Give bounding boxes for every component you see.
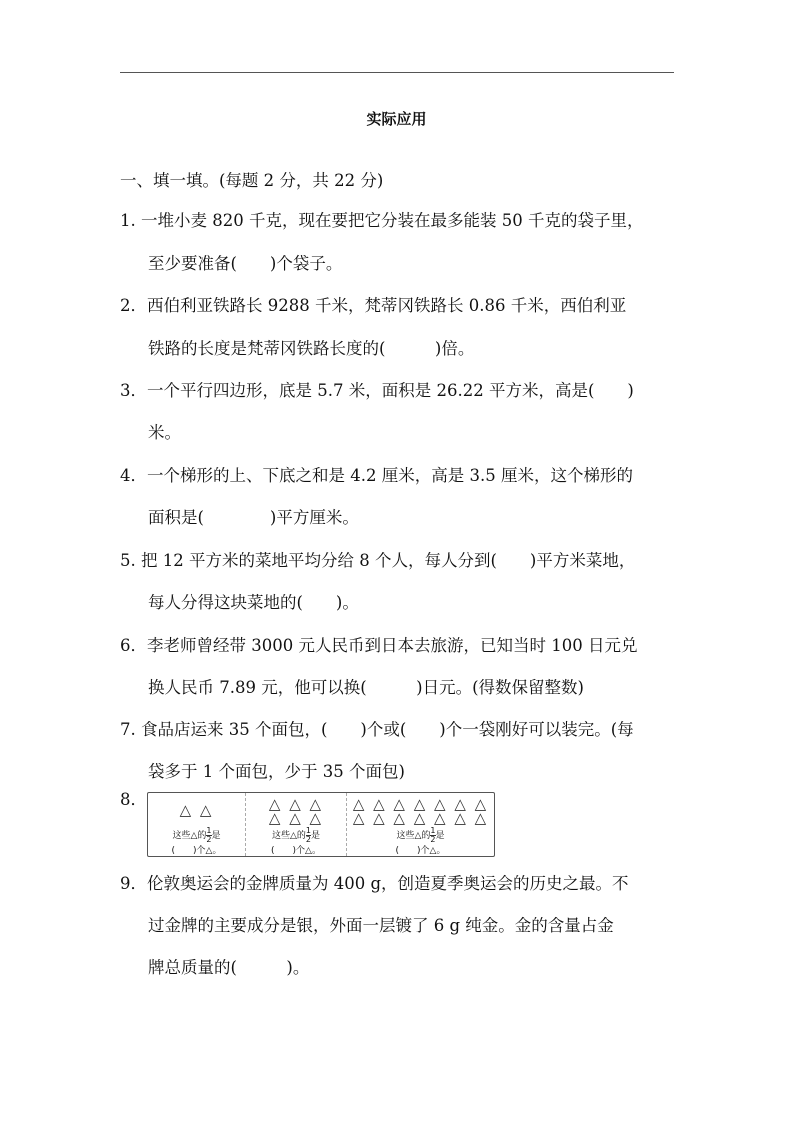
triangles-icon: △ △ △ △ △ △ △ (352, 795, 489, 813)
q2-line1: 2．西伯利亚铁路长 9288 千米，梵蒂冈铁路长 0.86 千米，西伯利亚 (120, 296, 627, 315)
q4-line2: 面积是( )平方厘米。 (148, 508, 359, 527)
triangles-icon: △ △ △ △ △ △ △ (352, 809, 489, 827)
q8-blank[interactable]: ( )个△。 (171, 846, 222, 856)
q8-caption (148, 827, 245, 844)
numerator: 1 (430, 826, 436, 835)
q8-caption (246, 827, 346, 844)
caption-text: 是 (435, 831, 445, 841)
page-title: 实际应用 (366, 110, 427, 128)
q4-line1: 4．一个梯形的上、下底之和是 4.2 厘米，高是 3.5 厘米，这个梯形的 (120, 466, 633, 485)
triangles-icon: △ △ (179, 801, 214, 819)
q7-line1: 7. 食品店运来 35 个面包，( )个或( )个一袋刚好可以装完。(每 (120, 720, 634, 739)
caption-text: 这些△的 (396, 831, 431, 841)
q9-line1: 9．伦敦奥运会的金牌质量为 400 g，创造夏季奥运会的历史之最。不 (120, 874, 629, 893)
q1-line2: 至少要准备( )个袋子。 (148, 254, 343, 273)
caption-text: 是 (211, 831, 221, 841)
section-heading: 一、填一填。(每题 2 分，共 22 分) (120, 171, 384, 190)
denominator: 2 (430, 835, 436, 844)
q7-line2: 袋多于 1 个面包，少于 35 个面包) (148, 762, 405, 781)
caption-text: 是 (311, 831, 321, 841)
q9-line3: 牌总质量的( )。 (148, 958, 310, 977)
q1-line1: 1. 一堆小麦 820 千克，现在要把它分装在最多能装 50 千克的袋子里， (120, 211, 644, 230)
q6-line2: 换人民币 7.89 元，他可以换( )日元。(得数保留整数) (148, 678, 584, 697)
q2-line2: 铁路的长度是梵蒂冈铁路长度的( )倍。 (148, 339, 475, 358)
caption-text: 这些△的 (271, 831, 306, 841)
caption-text: 这些△的 (172, 831, 207, 841)
q8-figure (147, 792, 495, 857)
q8-caption (347, 827, 494, 844)
q8-blank[interactable]: ( )个△。 (271, 846, 321, 856)
triangles-icon: △ △ △ (268, 809, 324, 827)
q3-line2: 米。 (148, 423, 181, 442)
denominator: 2 (206, 835, 212, 844)
q8-cell-2 (246, 793, 347, 856)
numerator: 1 (305, 826, 311, 835)
q5-line2: 每人分得这块菜地的( )。 (148, 593, 359, 612)
q6-line1: 6．李老师曾经带 3000 元人民币到日本去旅游，已知当时 100 日元兑 (120, 636, 638, 655)
denominator: 2 (305, 835, 311, 844)
numerator: 1 (206, 826, 212, 835)
q8-cell-3 (347, 793, 494, 856)
q8-blank[interactable]: ( )个△。 (395, 846, 446, 856)
q8-cell-1 (148, 793, 246, 856)
header-rule (120, 72, 674, 73)
q9-line2: 过金牌的主要成分是银，外面一层镀了 6 g 纯金。金的含量占金 (148, 916, 614, 935)
q3-line1: 3．一个平行四边形，底是 5.7 米，面积是 26.22 平方米，高是( ) (120, 381, 634, 400)
triangles-icon: △ △ △ (268, 795, 324, 813)
q5-line1: 5. 把 12 平方米的菜地平均分给 8 个人，每人分到( )平方米菜地， (120, 551, 636, 570)
q8-label: 8． (120, 790, 147, 809)
